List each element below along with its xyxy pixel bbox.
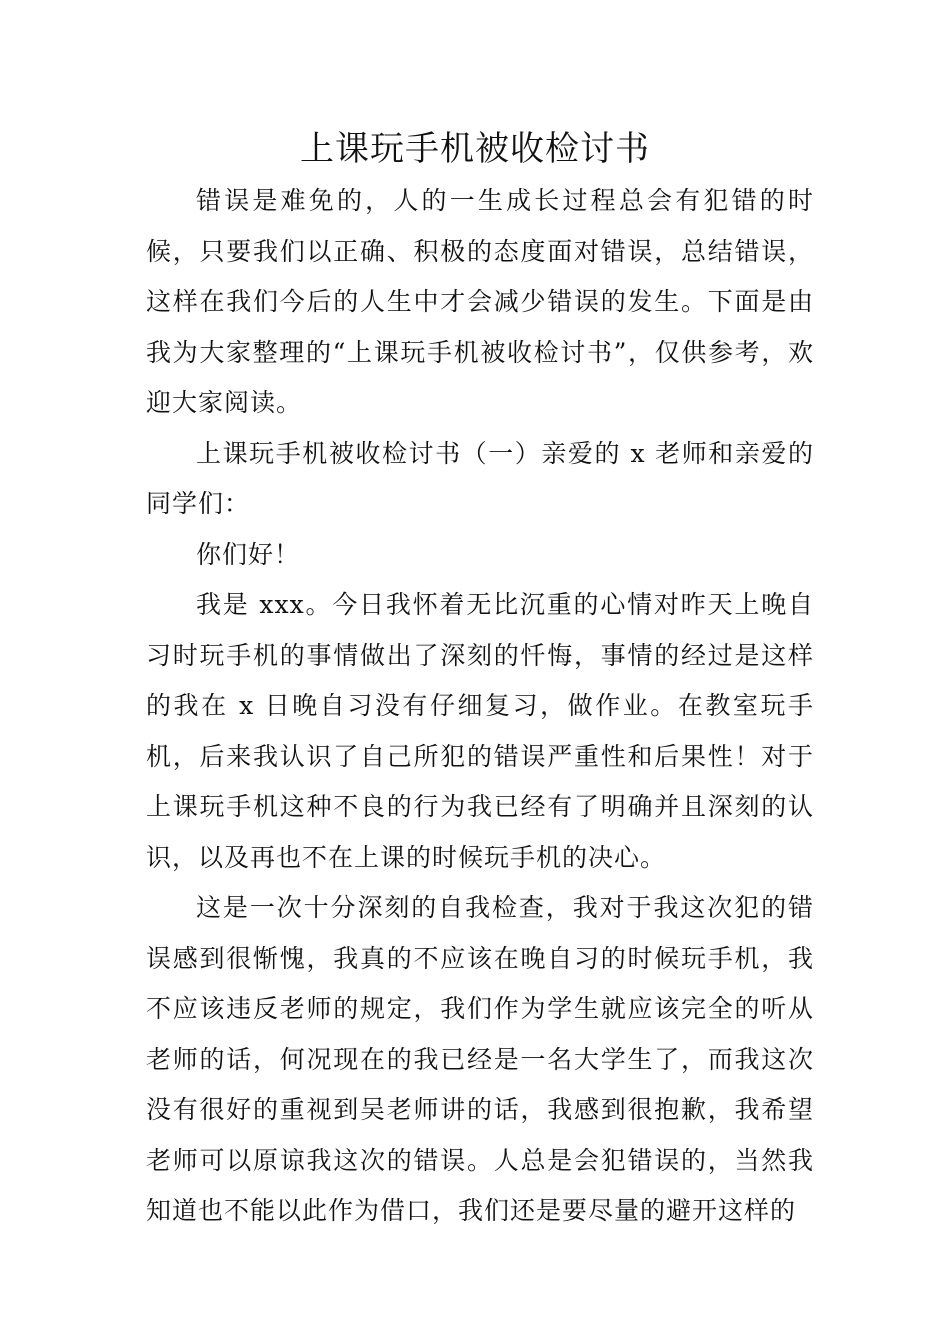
paragraph-confession: 我是 xxx。今日我怀着无比沉重的心情对昨天上晚自习时玩手机的事情做出了深刻的忏悔，事情的经过是这样的我在 x 日晚自习没有仔细复习，做作业。在教室玩手机，后来我认识了自己所犯的错误严重性和后果性！对于上课玩手机这种不良的行为我已经有了明确并且深刻的认识，以及再也不在上课的时候玩手机的决心。 [146,590,814,872]
document-body [146,176,814,1237]
paragraph-intro: 错误是难免的，人的一生成长过程总会有犯错的时候，只要我们以正确、积极的态度面对错误，总结错误，这样在我们今后的人生中才会减少错误的发生。下面是由我为大家整理的“上课玩手机被收检讨书”，仅供参考，欢迎大家阅读。 [146,186,814,417]
paragraph-salutation: 上课玩手机被收检讨书（一）亲爱的 x 老师和亲爱的同学们： [146,438,814,518]
paragraph-greeting: 你们好！ [196,539,301,569]
paragraph-reflection: 这是一次十分深刻的自我检查，我对于我这次犯的错误感到很惭愧，我真的不应该在晚自习的时候玩手机，我不应该违反老师的规定，我们作为学生就应该完全的听从老师的话，何况现在的我已经是一名大学生了，而我这次没有很好的重视到吴老师讲的话，我感到很抱歉，我希望老师可以原谅我这次的错误。人总是会犯错误的，当然我知道也不能以此作为借口，我们还是要尽量的避开这样的 [146,893,814,1225]
document-title: 上课玩手机被收检讨书 [300,129,650,169]
